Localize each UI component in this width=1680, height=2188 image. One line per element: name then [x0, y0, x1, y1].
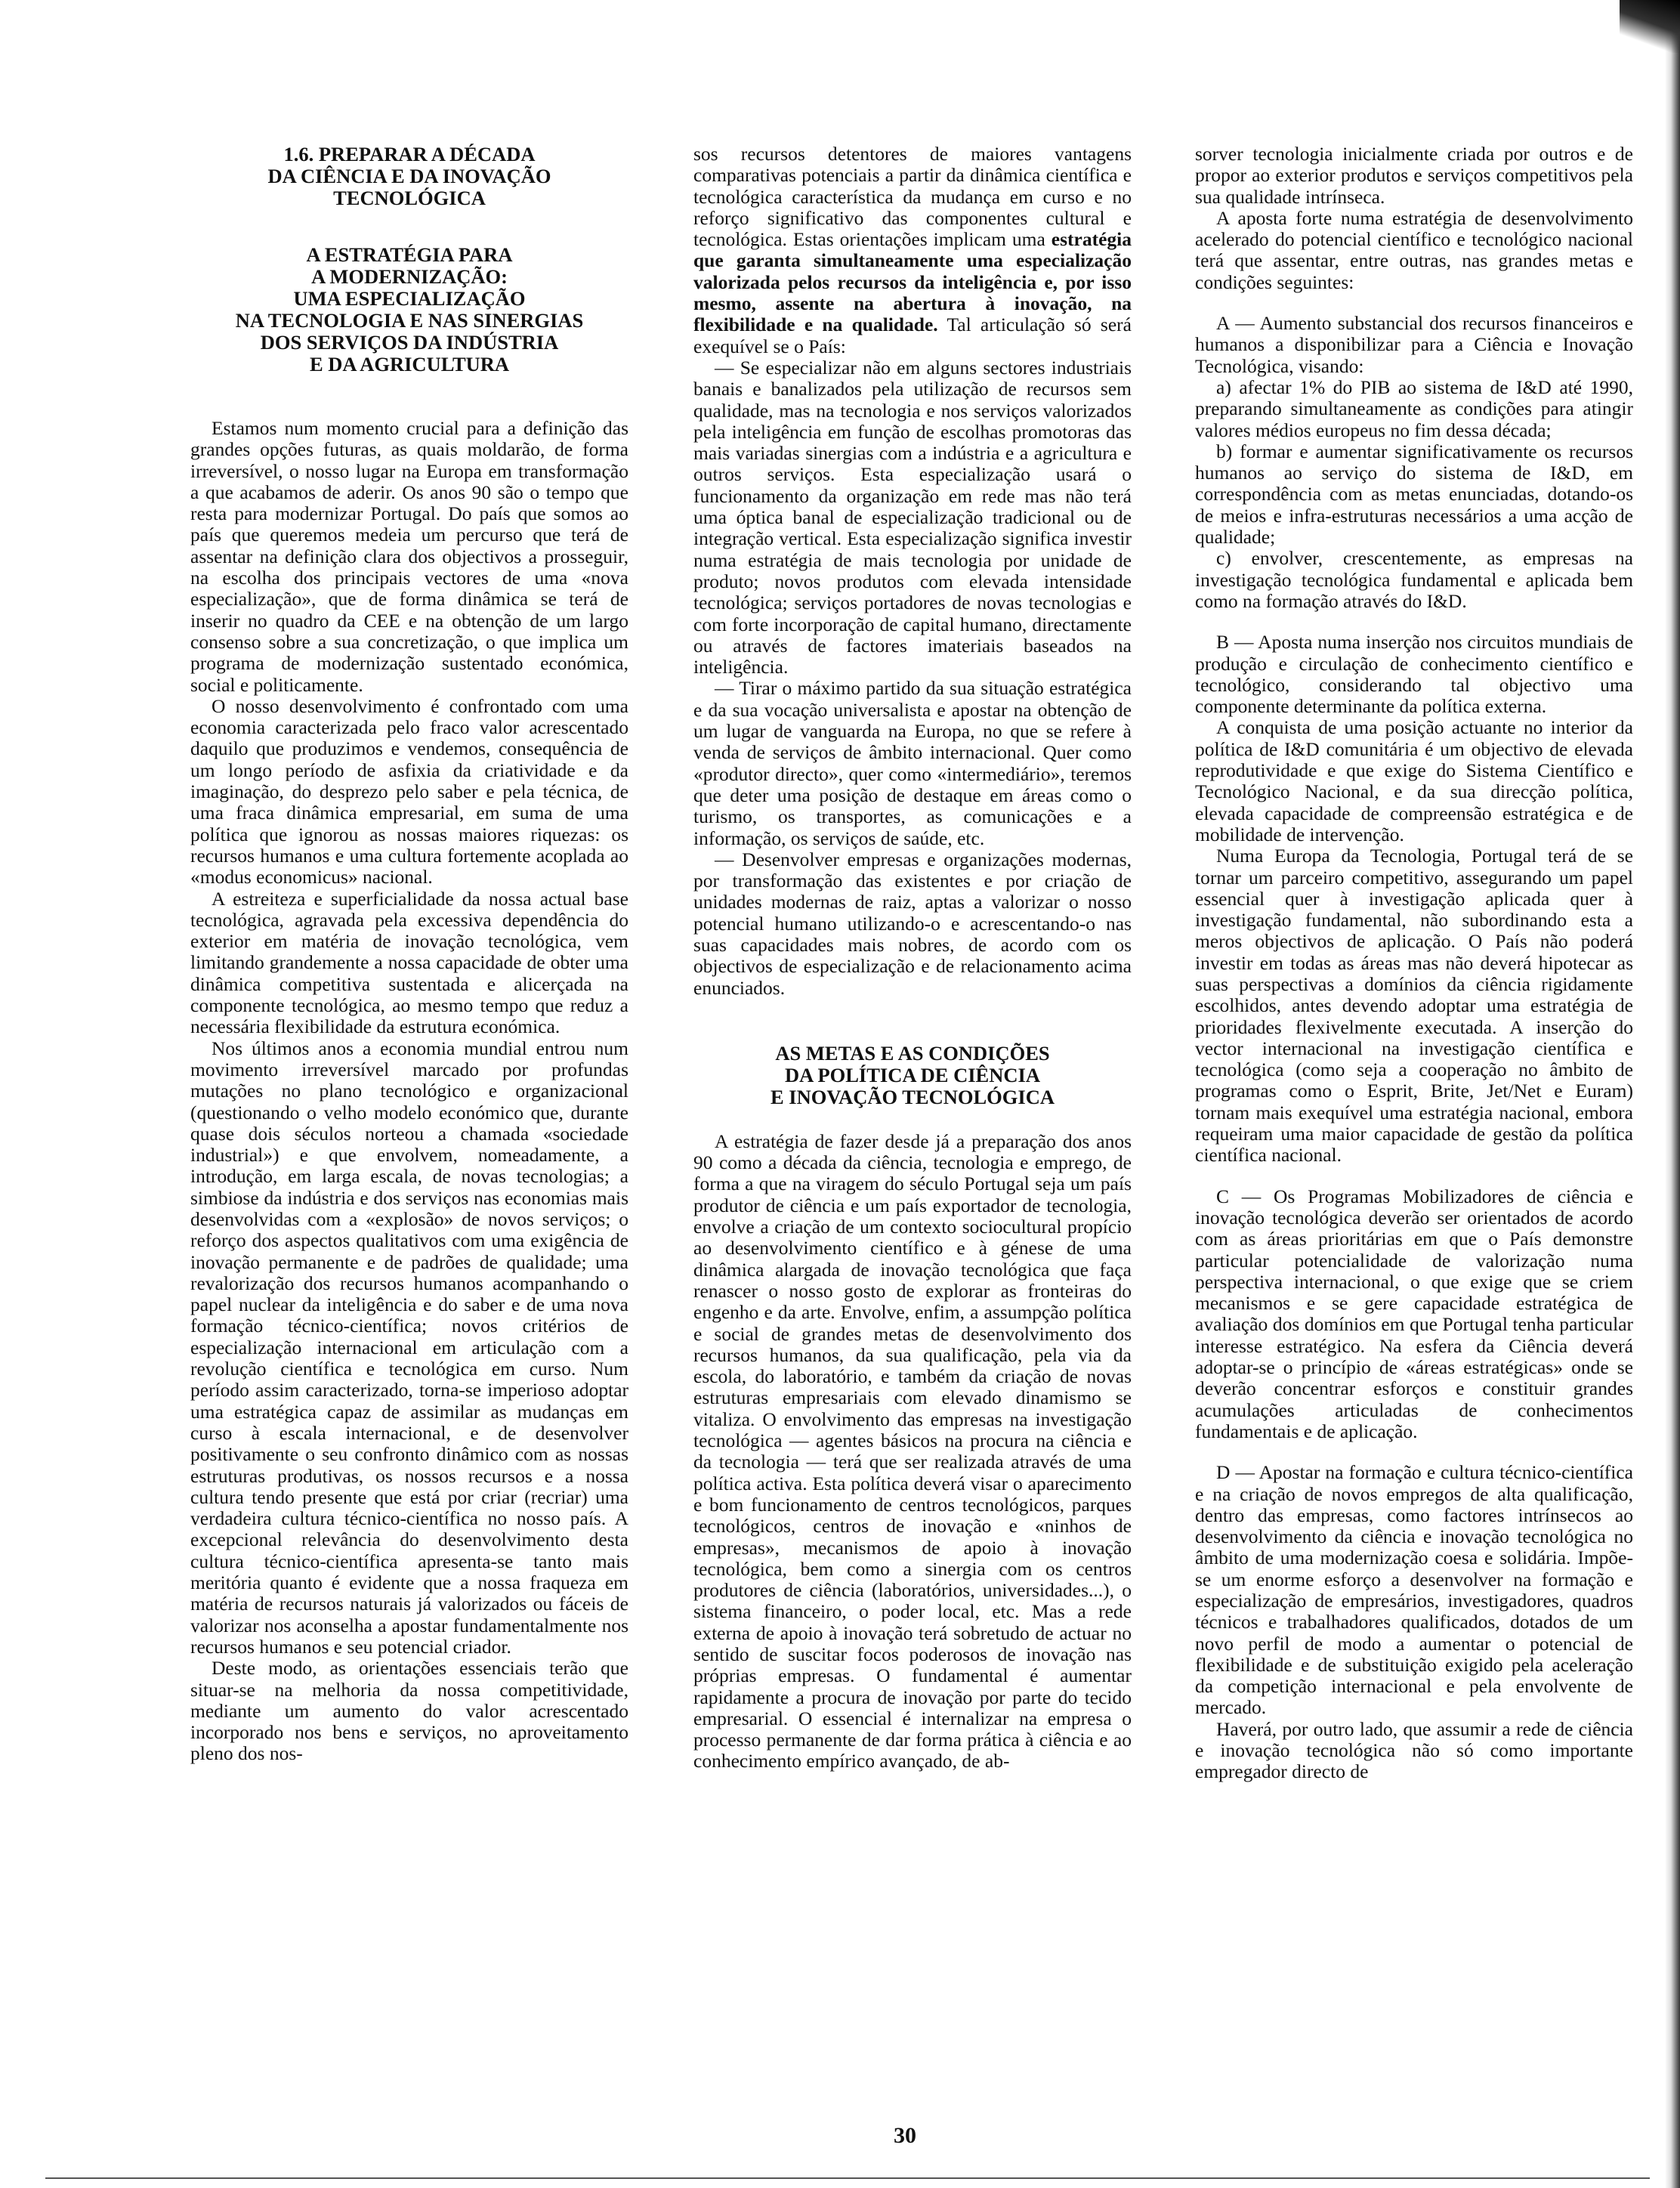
scan-corner-shadow: [1620, 0, 1680, 53]
list-item: b) formar e aumentar significativamente os recursos humanos ao serviço do sistema de I&D, em correspondência com as metas enunciadas, dotando-os de meios e infra-estruturas necessários a uma acção de qualidade;: [1195, 440, 1633, 549]
paragraph-text: sos recursos detentores de maiores vantagens comparativas potenciais a partir da dinâmica científica e tecnológica característica da mudança em curso e no reforço significativo das componentes cultural e tecnológica. Estas orientações implicam uma: [693, 143, 1132, 251]
page-number: 30: [894, 2123, 916, 2148]
paragraph: A estreiteza e superficialidade da nossa actual base tecnológica, agravada pela excessiva dependência do exterior em matéria de inovação tecnológica, vem limitando grandemente a nossa capacidade de obter uma dinâmica competitiva sustentada e alicerçada na componente tecnológica, ao mesmo tempo que reduz a necessária flexibilidade da estrutura económica.: [190, 887, 628, 1038]
bottom-rule: [45, 2177, 1650, 2179]
paragraph: A aposta forte numa estratégia de desenvolvimento acelerado do potencial científico e tecnológico nacional terá que assentar, entre outras, nas grandes metas e condições seguintes:: [1195, 206, 1633, 293]
paragraph: A estratégia de fazer desde já a preparação dos anos 90 como a década da ciência, tecnologia e emprego, de forma a que na viragem do século Portugal seja um país produtor de ciência e um país exportador de tecnologia, envolve a criação de um contexto sociocultural propício ao desenvolvimento científico e à génese de uma dinâmica alargada de inovação tecnológica que faça renascer o nosso gosto de explorar as fronteiras do engenho e da arte. Envolve, enfim, a assumpção política e social de grandes metas de desenvolvimento dos recursos humanos, da sua qualificação, pela via da escola, do laboratório, e também da criação de novas estruturas empresariais com elevado dinamismo se vitaliza. O envolvimento das empresas na investigação tecnológica — agentes básicos na procura na ciência e da tecnologia — terá que ser realizada através de uma política activa. Esta política deverá visar o aparecimento e bom funcionamento de centros tecnológicos, parques tecnológicos, centros de inovação e «ninhos de empresas», mecanismos de apoio à inovação tecnológica, bem como a sinergia com os centros produtores de ciência (laboratórios, universidades...), o sistema financeiro, o poder local, etc. Mas a rede externa de apoio à inovação terá sobretudo de actuar no sentido de suscitar focos poderosos de inovação nas próprias empresas. O fundamental é aumentar rapidamente a procura de inovação por parte do tecido empresarial. O essencial é internalizar na empresa o processo permanente de dar forma prática à ciência e ao conhecimento empírico avançado, de ab-: [693, 1130, 1132, 1772]
list-item: D — Apostar na formação e cultura técnico-científica e na criação de novos empregos de alta qualificação, dentro das empresas, como factores intrínsecos ao desenvolvimento da ciência e inovação tecnológica no âmbito de uma modernização coesa e solidária. Impõe-se um enorme esforço a desenvolver na formação e especialização de empresários, investigadores, quadros técnicos e trabalhadores qualificados, dotados de um novo perfil de modo a aumentar o potencial de flexibilidade e de substituição exigido pela aceleração da competição internacional e pela envolvente de mercado.: [1195, 1461, 1633, 1719]
paragraph-text: Tal articulação só será exequível se o País:: [693, 314, 1132, 357]
list-item: — Tirar o máximo partido da sua situação estratégica e da sua vocação universalista e apostar na obtenção de um lugar de vanguarda na Europa, no que se refere à venda de serviços de âmbito internacional. Quer como «produtor directo», quer como «intermediário», teremos que deter uma posição de destaque em áreas como o turismo, os transportes, as comunicações e a informação, os serviços de saúde, etc.: [693, 677, 1132, 849]
paragraph: Numa Europa da Tecnologia, Portugal terá de se tornar um parceiro competitivo, assegurando um papel essencial quer à investigação aplicada quer à investigação fundamental, não subordinando esta a meros objectivos de aplicação. O País não poderá investir em todas as áreas mas não deverá hipotecar as suas perspectivas a domínios da ciência rigidamente escolhidos, antes devendo adoptar uma estratégia de prioridades flexivelmente executada. A inserção do vector internacional na investigação científica e tecnológica (como seja a cooperação no âmbito de programas como o Esprit, Brite, Jet/Net e Euram) tornam mais exequível uma estratégia nacional, embora requeiram uma maior capacidade de gestão da política científica nacional.: [1195, 845, 1633, 1167]
list-item: c) envolver, crescentemente, as empresas na investigação tecnológica fundamental e aplicada bem como na formação através do I&D.: [1195, 547, 1633, 612]
section-heading: 1.6. PREPARAR A DÉCADA DA CIÊNCIA E DA INOVAÇÃO TECNOLÓGICA: [267, 143, 551, 209]
list-item: — Desenvolver empresas e organizações modernas, por transformação das existentes e por criação de unidades modernas de raiz, aptas a valorizar o nosso potencial humano utilizando-o e acrescentando-o nas suas capacidades mais nobres, de acordo com os objectivos de especialização e de relacionamento acima enunciados.: [693, 848, 1132, 999]
column-3: [1195, 144, 1633, 1783]
list-item: — Se especializar não em alguns sectores industriais banais e banalizados pela utilização de recursos sem qualidade, mas na tecnologia e nos serviços valorizados pela inteligência em função de escolhas promotoras das mais variadas sinergias com a indústria e a agricultura e outros serviços. Esta especialização usará o funcionamento da organização em rede mas não terá uma óptica banal de especialização tradicional ou de integração vertical. Esta especialização significa investir numa estratégia de mais tecnologia por unidade de produto; novos produtos com elevada intensidade tecnológica; serviços portadores de novas tecnologias e com forte incorporação de capital humano, directamente ou através de factores imateriais baseados na inteligência.: [693, 356, 1132, 678]
list-item: B — Aposta numa inserção nos circuitos mundiais de produção e circulação de conhecimento científico e tecnológico, considerando tal objectivo uma componente determinante da política externa.: [1195, 631, 1633, 718]
list-item: C — Os Programas Mobilizadores de ciência e inovação tecnológica deverão ser orientados de acordo com as áreas prioritárias em que o País demonstre particular potencialidade de valorização numa perspectiva internacional, o que exige que se criem mecanismos e se gere capacidade estratégica de avaliação dos domínios em que Portugal tenha particular interesse estratégico. Na esfera da Ciência deverá adoptar-se o princípio de «áreas estratégicas» onde se deverão concentrar esforços e constituir grandes acumulações articuladas de conhecimentos fundamentais e de aplicação.: [1195, 1185, 1633, 1442]
page-edge-shadow: [1665, 0, 1680, 2188]
subsection-heading: AS METAS E AS CONDIÇÕES DA POLÍTICA DE CIÊNCIA E INOVAÇÃO TECNOLÓGICA: [771, 1041, 1055, 1108]
list-item: a) afectar 1% do PIB ao sistema de I&D até 1990, preparando simultaneamente as condições para atingir valores médios europeus no fim dessa década;: [1195, 375, 1633, 441]
paragraph: O nosso desenvolvimento é confrontado com uma economia caracterizada pelo fraco valor acrescentado daquilo que produzimos e vendemos, consequência de um longo período de asfixia da criatividade e da imaginação, do desprezo pelo saber e pela técnica, de uma fraca dinâmica empresarial, em suma de uma política que ignorou as nossas maiores riquezas: os recursos humanos e uma cultura fortemente acoplada ao «modus economicus» nacional.: [190, 694, 628, 888]
subsection-heading: A ESTRATÉGIA PARA A MODERNIZAÇÃO: UMA ESPECIALIZAÇÃO NA TECNOLOGIA E NAS SINERGIAS DOS SERVIÇOS DA INDÚSTRIA E DA AGRICULTURA: [235, 243, 584, 375]
paragraph: A conquista de uma posição actuante no interior da política de I&D comunitária é um objectivo de elevada reprodutividade e que exige do Sistema Científico e Tecnológico Nacional, e da sua direcção política, elevada capacidade de compreensão estratégica e de mobilidade de intervenção.: [1195, 716, 1633, 845]
paragraph: Haverá, por outro lado, que assumir a rede de ciência e inovação tecnológica não só como importante empregador directo de: [1195, 1717, 1633, 1783]
paragraph: [693, 144, 1132, 357]
paragraph: sorver tecnologia inicialmente criada por outros e de propor ao exterior produtos e serviços competitivos pela sua qualidade intrínseca.: [1195, 143, 1633, 208]
paragraph: Deste modo, as orientações essenciais terão que situar-se na melhoria da nossa competitividade, mediante um aumento do valor acrescentado incorporado nos bens e serviços, no aproveitamento pleno dos nos-: [190, 1657, 628, 1765]
column-1: [190, 144, 628, 1765]
bold-emphasis: estratégia que garanta simultaneamente uma especialização valorizada pelos recursos da inteligência e, por isso mesmo, assente na abertura à inovação, na flexibilidade e na qualidade.: [693, 228, 1132, 336]
paragraph: Nos últimos anos a economia mundial entrou num movimento irreversível marcado por profundas mutações no plano tecnológico e organizacional (questionando o velho modelo económico que, durante quase dois séculos norteou a chamada «sociedade industrial») e que envolvem, nomeadamente, a introdução, em larga escala, de novas tecnologias; a simbiose da indústria e dos serviços nas economias mais desenvolvidas com a «explosão» de novos serviços; o reforço dos aspectos qualitativos com uma exigência de inovação permanente e de padrões de qualidade; uma revalorização dos recursos humanos acompanhando o papel nuclear da inteligência e do saber e de uma nova formação técnico-científica; novos critérios de especialização internacional em articulação com a revolução científica e tecnológica em curso. Num período assim caracterizado, torna-se imperioso adoptar uma estratégica capaz de assimilar as mudanças em curso à escala internacional, e de desenvolver positivamente o seu confronto dinâmico com as nossas estruturas produtivas, os nossos recursos e a nossa cultura tendo presente que está por criar (recriar) uma verdadeira cultura técnico-científica no nosso país. A excepcional relevância do desenvolvimento desta cultura técnico-científica apresenta-se tanto mais meritória quanto é evidente que a nossa fraqueza em matéria de recursos naturais já valorizados ou fáceis de valorizar nos aconselha a apostar fundamentalmente nos recursos humanos e seu potencial criador.: [190, 1037, 628, 1658]
column-2: [693, 144, 1132, 1772]
paragraph: Estamos num momento crucial para a definição das grandes opções futuras, as quais moldarão, de forma irreversível, o nosso lugar na Europa em transformação a que acabamos de aderir. Os anos 90 são o tempo que resta para modernizar Portugal. Do país que somos ao país que queremos medeia um percurso que terá de assentar na definição clara dos objectivos a prosseguir, na escolha dos principais vectores de uma «nova especialização», que de forma dinâmica se terá de inserir no quadro da CEE e na obtenção de um largo consenso sobre a sua concretização, o que implica um programa de modernização sustentado económica, social e politicamente.: [190, 417, 628, 696]
list-item: A — Aumento substancial dos recursos financeiros e humanos a disponibilizar para a Ciência e Inovação Tecnológica, visando:: [1195, 312, 1633, 377]
